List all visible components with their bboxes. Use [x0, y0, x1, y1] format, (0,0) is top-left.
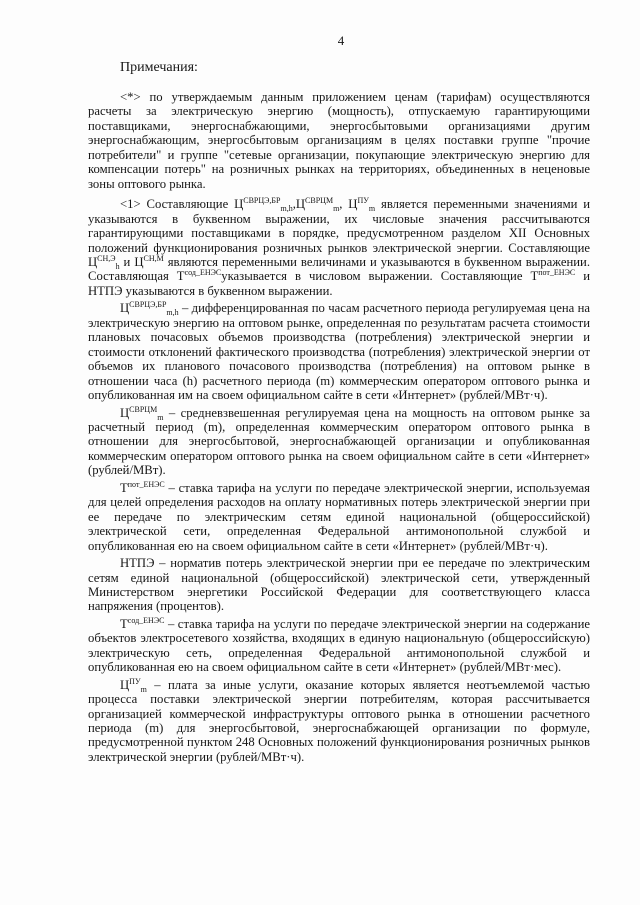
definition-tpot: $Т^{пот\_ЕНЭС}$ – ставка тарифа на услуги по передаче электрической энергии, используемая для целей определения расходов на оплату нормативных потерь электрической энергии при ее передаче по электрическим сетям единой национальной (общероссийской) электрической сети, определенная Федеральной антимонопольной службой и опубликованная ею на своем официальном сайте в сети «Интернет» (рублей/МВт·ч).: [88, 479, 590, 553]
definition-tsvrtsm: $Ц^{СВРЦМ}_m$ – средневзвешенная регулируемая цена на мощность на оптовом рынке за расчетный период (m), определенная коммерческим оператором оптового рынка в отношении для энергосбытовой, энергоснабжающей организации и опубликованная коммерческим оператором оптового рынка на своем официальном сайте в сети «Интернет» (рублей/МВт).: [88, 404, 590, 478]
symbol-tspu: $Ц^{ПУ}_m$: [348, 196, 376, 214]
definition-tspu: $Ц^{ПУ}_m$ – плата за иные услуги, оказание которых является неотъемлемой частью процесса поставки электрической энергии потребителям, которая рассчитывается организацией коммерческой инфраструктуры оптового рынка в отношении расчетного периода (m) для энергосбытовой, энергоснабжающей организации по формуле, предусмотренной пунктом 248 Основных положений функционирования розничных рынков электрической энергии (рублей/МВт·ч).: [88, 676, 590, 764]
definition-tsod: $Т^{сод\_ЕНЭС}$ – ставка тарифа на услуги по передаче электрической энергии на содержание объектов электросетевого хозяйства, входящих в единую национальную (общероссийскую) электрическую сеть, определенная Федеральной антимонопольной службой и опубликованная ею на своем официальном сайте в сети «Интернет» (рублей/МВт·мес).: [88, 615, 590, 675]
notes-body: [88, 90, 590, 764]
symbol-tpot: $Т^{пот\_ЕНЭС}$: [530, 268, 576, 284]
symbol-tsne: $Ц^{СН,Э}_h$: [88, 253, 120, 271]
symbol-tsvrtsm: $Ц^{СВРЦМ}_m$: [295, 196, 340, 214]
definition-tsvrtse: $Ц^{СВРЦЭ,БР}_{m,h}$ – дифференцированная по часам расчетного периода регулируемая цена на электрическую энергию на оптовом рынке, определенная по результатам расчета стоимости плановых почасовых объемов производства (потребления) электрической энергии и стоимости отклонений фактического производства (потребления) электрической энергии от объемов их планового почасового производства (потребления) на оптовом рынке в отношении часа (h) расчетного периода (m) коммерческим оператором оптового рынка и опубликованная им на своем официальном сайте в сети «Интернет» (рублей/МВт·ч).: [88, 300, 590, 403]
symbol-tsvrtse: $Ц^{СВРЦЭ,БР}_{m,h}$: [234, 196, 293, 214]
note-1-paragraph: <1> Составляющие $Ц^{СВРЦЭ,БР}_{m,h},Ц^{СВРЦМ}_m$, $Ц^{ПУ}_m$ является переменными значениями и указываются в буквенном выражении, их числовые значения рассчитываются гарантирующими поставщиками в порядке, предусмотренном разделом XII Основных положений функционирования розничных рынков электрической энергии. Составляющие $Ц^{СН,Э}_h$ и $Ц^{СН,М}$ являются переменными величинами и указываются в буквенном выражении. Составляющая $Т^{сод\_ЕНЭС}указывается$ в числовом выражении. Составляющие $Т^{пот\_ЕНЭС}$ и НТПЭ указываются в буквенном выражении.: [88, 196, 591, 298]
symbol-tsnm: $Ц^{СН,М}$: [134, 253, 164, 269]
page-number: 4: [337, 33, 345, 48]
definition-ntpe: НТПЭ – норматив потерь электрической энергии при ее передаче по электрическим сетям единой национальной (общероссийской) электрической сети, утвержденный Министерством энергетики Российской Федерации для соответствующего класса напряжения (процентов).: [88, 556, 590, 614]
note-star-paragraph: <*> по утверждаемым данным приложением ценам (тарифам) осуществляются расчеты за электрическую энергию (мощность), отпускаемую гарантирующими поставщиками, энергоснабжающими, энергосбытовыми организациями другим энергоснабжающим, энергосбытовым организациям в целях поставки группе "прочие потребители" и группе "сетевые организации, покупающие электрическую энергию для компенсации потерь" на розничных рынках на территориях, объединенных в неценовые зоны оптового рынка.: [88, 90, 590, 191]
notes-heading: Примечания:: [120, 60, 198, 75]
symbol-tsod: $Т^{сод\_ЕНЭС}$: [176, 268, 222, 284]
